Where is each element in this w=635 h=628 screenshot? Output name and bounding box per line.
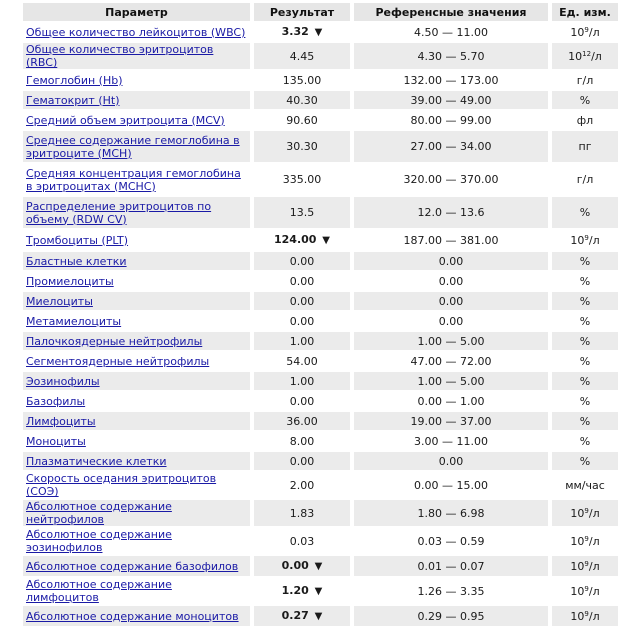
result-value: 3.32 xyxy=(281,25,309,38)
reference-cell: 27.00 — 34.00 xyxy=(354,131,548,162)
reference-cell: 320.00 — 370.00 xyxy=(403,173,499,186)
low-flag-icon: ▼ xyxy=(314,611,323,622)
result-value: 4.45 xyxy=(289,49,315,63)
unit-tail: /л xyxy=(588,233,600,247)
unit-tail: /л xyxy=(588,609,600,623)
param-link[interactable]: Абсолютное содержание моноцитов xyxy=(26,609,239,623)
param-cell xyxy=(23,528,250,554)
unit-base: 10 xyxy=(570,534,585,548)
table-row xyxy=(23,472,618,498)
table-row xyxy=(23,111,618,129)
result-value: 0.00 xyxy=(289,254,315,268)
reference-cell: 19.00 — 37.00 xyxy=(354,412,548,430)
param-cell xyxy=(23,332,250,350)
param-link[interactable]: Средняя концентрация гемоглобина в эритроцитах (MCHC) xyxy=(26,166,241,193)
low-flag-icon: ▼ xyxy=(314,27,323,38)
unit-tail: /л xyxy=(588,534,600,548)
param-cell xyxy=(23,292,250,310)
param-cell xyxy=(23,606,250,626)
param-link[interactable]: Плазматические клетки xyxy=(26,454,167,468)
param-link[interactable]: Распределение эритроцитов по объему (RDW CV) xyxy=(26,199,212,226)
result-cell xyxy=(254,230,350,250)
param-link[interactable]: Лимфоциты xyxy=(26,414,96,428)
unit-exponent: 12 xyxy=(582,49,592,58)
unit-exponent: 9 xyxy=(584,534,589,543)
table-row xyxy=(23,312,618,330)
param-link[interactable]: Абсолютное содержание эозинофилов xyxy=(26,528,172,554)
param-cell xyxy=(23,312,250,330)
result-value: 0.00 xyxy=(289,394,315,408)
reference-cell: 1.00 — 5.00 xyxy=(354,332,548,350)
unit-cell: % xyxy=(552,91,618,109)
result-value: 13.5 xyxy=(289,206,315,219)
result-cell xyxy=(254,71,350,89)
param-cell xyxy=(23,71,250,89)
param-cell xyxy=(23,392,250,410)
result-value: 124.00 xyxy=(274,233,317,246)
param-cell xyxy=(23,131,250,162)
param-link[interactable]: Базофилы xyxy=(26,394,86,408)
param-link[interactable]: Бластные клетки xyxy=(26,254,127,268)
header-row xyxy=(23,3,618,21)
reference-cell: 80.00 — 99.00 xyxy=(410,113,492,127)
header-reference: Референсные значения xyxy=(354,3,548,21)
param-link[interactable]: Палочкоядерные нейтрофилы xyxy=(26,334,203,348)
unit-exponent: 9 xyxy=(584,506,589,515)
result-cell xyxy=(254,91,350,109)
unit-exponent: 9 xyxy=(584,25,589,34)
unit-cell: % xyxy=(579,394,591,408)
unit-tail: /л xyxy=(588,25,600,39)
result-value: 0.00 xyxy=(289,454,315,468)
unit-cell xyxy=(552,500,618,526)
table-row xyxy=(23,352,618,370)
param-cell xyxy=(23,556,250,576)
result-value: 0.03 xyxy=(289,534,315,548)
reference-cell: 0.00 — 1.00 xyxy=(417,394,485,408)
result-value: 1.00 xyxy=(289,374,315,388)
param-cell xyxy=(23,164,250,195)
low-flag-icon: ▼ xyxy=(314,586,323,597)
table-row xyxy=(23,500,618,526)
result-cell xyxy=(254,43,350,69)
table-row xyxy=(23,556,618,576)
unit-base: 10 xyxy=(570,506,585,520)
result-value: 90.60 xyxy=(286,113,318,127)
reference-cell: 132.00 — 173.00 xyxy=(403,73,499,87)
low-flag-icon: ▼ xyxy=(314,561,323,572)
result-value: 135.00 xyxy=(282,73,322,87)
result-cell xyxy=(254,252,350,270)
param-link[interactable]: Абсолютное содержание нейтрофилов xyxy=(26,500,172,526)
param-cell xyxy=(23,43,250,69)
param-cell xyxy=(23,412,250,430)
unit-base: 10 xyxy=(570,609,585,623)
table-row xyxy=(23,432,618,450)
reference-cell: 1.00 — 5.00 xyxy=(354,372,548,390)
param-cell xyxy=(23,452,250,470)
table-row xyxy=(23,71,618,89)
param-cell xyxy=(23,578,250,604)
unit-cell xyxy=(552,578,618,604)
param-link[interactable]: Средний объем эритроцита (MCV) xyxy=(26,113,225,127)
unit-cell: % xyxy=(552,292,618,310)
result-cell xyxy=(254,528,350,554)
unit-cell: % xyxy=(552,452,618,470)
param-link[interactable]: Общее количество лейкоцитов (WBC) xyxy=(26,25,246,39)
unit-cell: % xyxy=(579,434,591,448)
table-row xyxy=(23,197,618,228)
result-cell xyxy=(254,111,350,129)
reference-cell: 39.00 — 49.00 xyxy=(354,91,548,109)
result-value: 0.00 xyxy=(289,274,315,288)
param-cell xyxy=(23,352,250,370)
result-cell xyxy=(254,578,350,604)
result-cell xyxy=(254,392,350,410)
unit-cell: % xyxy=(552,412,618,430)
table-row xyxy=(23,230,618,250)
param-link[interactable]: Эозинофилы xyxy=(26,374,100,388)
unit-exponent: 9 xyxy=(584,233,589,242)
param-link[interactable]: Моноциты xyxy=(26,434,86,448)
unit-cell xyxy=(552,528,618,554)
table-row xyxy=(23,452,618,470)
unit-cell: г/л xyxy=(576,173,594,186)
unit-cell: фл xyxy=(576,113,594,127)
param-cell xyxy=(23,432,250,450)
param-cell xyxy=(23,252,250,270)
unit-cell: г/л xyxy=(576,73,594,87)
header-result: Результат xyxy=(254,3,350,21)
result-cell xyxy=(254,432,350,450)
result-cell xyxy=(254,372,350,390)
result-cell xyxy=(254,332,350,350)
result-cell xyxy=(254,556,350,576)
reference-cell: 1.26 — 3.35 xyxy=(417,584,485,598)
result-value: 54.00 xyxy=(286,354,318,368)
param-link[interactable]: Общее количество эритроцитов (RBC) xyxy=(26,43,214,69)
param-cell xyxy=(23,372,250,390)
result-value: 0.00 xyxy=(289,314,315,328)
unit-base: 10 xyxy=(570,559,585,573)
low-flag-icon: ▼ xyxy=(322,235,330,246)
reference-cell: 0.00 xyxy=(438,274,464,288)
reference-cell: 0.00 xyxy=(354,452,548,470)
reference-cell: 0.00 — 15.00 xyxy=(414,478,488,492)
table-row xyxy=(23,131,618,162)
result-cell xyxy=(254,472,350,498)
unit-exponent: 9 xyxy=(584,609,589,618)
reference-cell: 47.00 — 72.00 xyxy=(410,354,492,368)
param-link[interactable]: Гемоглобин (Hb) xyxy=(26,73,123,87)
param-link[interactable]: Тромбоциты (PLT) xyxy=(26,233,129,247)
result-value: 1.83 xyxy=(289,506,315,520)
param-link[interactable]: Среднее содержание гемоглобина в эритроците (MCH) xyxy=(26,133,240,160)
result-cell xyxy=(254,352,350,370)
table-row xyxy=(23,23,618,41)
unit-cell: пг xyxy=(552,131,618,162)
reference-cell: 0.03 — 0.59 xyxy=(417,534,485,548)
param-link[interactable]: Абсолютное содержание базофилов xyxy=(26,559,239,573)
unit-cell xyxy=(552,230,618,250)
result-value: 0.00 xyxy=(289,294,315,308)
table-row xyxy=(23,392,618,410)
param-cell xyxy=(23,230,250,250)
reference-cell: 0.00 xyxy=(354,252,548,270)
result-cell xyxy=(254,292,350,310)
table-row xyxy=(23,372,618,390)
result-cell xyxy=(254,164,350,195)
table-row xyxy=(23,164,618,195)
header-unit: Ед. изм. xyxy=(552,3,618,21)
reference-cell: 0.29 — 0.95 xyxy=(354,606,548,626)
param-cell xyxy=(23,272,250,290)
param-link[interactable]: Скорость оседания эритроцитов (СОЭ) xyxy=(26,472,217,498)
result-value: 30.30 xyxy=(286,140,318,153)
unit-tail: /л xyxy=(588,584,600,598)
reference-cell: 1.80 — 6.98 xyxy=(354,500,548,526)
unit-cell: % xyxy=(579,314,591,328)
result-cell xyxy=(254,452,350,470)
reference-cell: 187.00 — 381.00 xyxy=(403,233,499,247)
unit-exponent: 9 xyxy=(584,584,589,593)
result-value: 0.00 xyxy=(281,559,309,572)
result-value: 2.00 xyxy=(289,478,315,492)
param-cell xyxy=(23,91,250,109)
result-cell xyxy=(254,272,350,290)
param-cell xyxy=(23,197,250,228)
unit-cell: % xyxy=(552,372,618,390)
unit-base: 10 xyxy=(568,49,583,63)
param-cell xyxy=(23,23,250,41)
table-row xyxy=(23,292,618,310)
param-link[interactable]: Промиелоциты xyxy=(26,274,114,288)
table-row xyxy=(23,528,618,554)
result-cell xyxy=(254,131,350,162)
result-cell xyxy=(254,500,350,526)
param-link[interactable]: Абсолютное содержание лимфоцитов xyxy=(26,578,172,604)
unit-cell xyxy=(552,556,618,576)
unit-cell: мм/час xyxy=(565,478,605,492)
table-row xyxy=(23,578,618,604)
param-link[interactable]: Миелоциты xyxy=(26,294,93,308)
param-link[interactable]: Метамиелоциты xyxy=(26,314,122,328)
reference-cell: 0.00 xyxy=(354,292,548,310)
unit-base: 10 xyxy=(570,233,585,247)
result-value: 40.30 xyxy=(286,93,318,107)
result-value: 0.27 xyxy=(281,609,309,622)
reference-cell: 0.00 xyxy=(438,314,464,328)
unit-tail: /л xyxy=(591,49,602,63)
result-cell xyxy=(254,312,350,330)
table-row xyxy=(23,252,618,270)
table-row xyxy=(23,412,618,430)
result-value: 335.00 xyxy=(282,173,322,186)
param-link[interactable]: Гематокрит (Ht) xyxy=(26,93,120,107)
unit-cell: % xyxy=(579,274,591,288)
param-cell xyxy=(23,472,250,498)
table-row xyxy=(23,43,618,69)
table-row xyxy=(23,91,618,109)
reference-cell: 0.01 — 0.07 xyxy=(354,556,548,576)
result-value: 8.00 xyxy=(289,434,315,448)
table-row xyxy=(23,272,618,290)
unit-cell xyxy=(552,23,618,41)
unit-cell xyxy=(552,606,618,626)
unit-cell: % xyxy=(552,332,618,350)
param-cell xyxy=(23,111,250,129)
unit-base: 10 xyxy=(570,584,585,598)
result-value: 1.00 xyxy=(289,334,315,348)
param-link[interactable]: Сегментоядерные нейтрофилы xyxy=(26,354,210,368)
header-param: Параметр xyxy=(23,3,250,21)
lab-results-table xyxy=(19,1,622,628)
table-row xyxy=(23,606,618,626)
unit-exponent: 9 xyxy=(584,559,589,568)
result-cell xyxy=(254,197,350,228)
reference-cell: 3.00 — 11.00 xyxy=(414,434,488,448)
unit-cell: % xyxy=(579,354,591,368)
param-cell xyxy=(23,500,250,526)
unit-tail: /л xyxy=(588,506,600,520)
unit-tail: /л xyxy=(588,559,600,573)
reference-cell: 12.0 — 13.6 xyxy=(354,197,548,228)
result-value: 1.20 xyxy=(281,584,309,597)
unit-cell: % xyxy=(552,252,618,270)
unit-cell: % xyxy=(552,197,618,228)
unit-base: 10 xyxy=(570,25,585,39)
reference-cell: 4.50 — 11.00 xyxy=(414,25,488,39)
reference-cell: 4.30 — 5.70 xyxy=(354,43,548,69)
unit-cell xyxy=(552,43,618,69)
result-cell xyxy=(254,412,350,430)
result-cell xyxy=(254,23,350,41)
result-cell xyxy=(254,606,350,626)
table-row xyxy=(23,332,618,350)
result-value: 36.00 xyxy=(286,414,318,428)
